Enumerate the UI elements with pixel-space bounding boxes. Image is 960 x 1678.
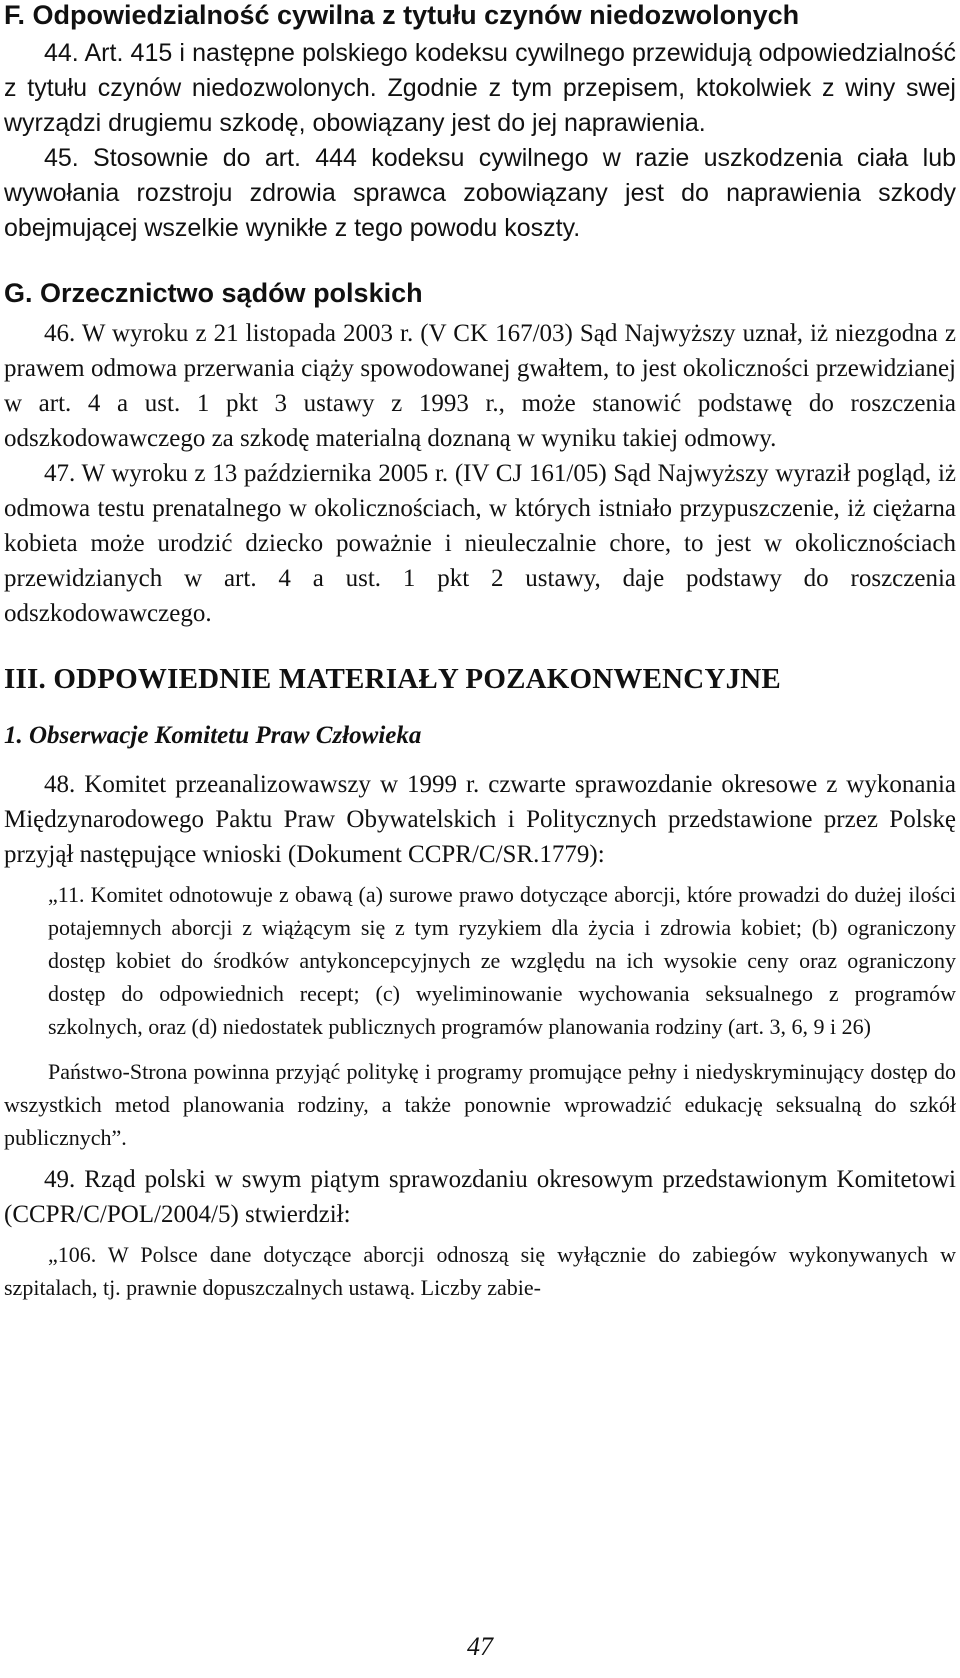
section-heading-f: F. Odpowiedzialność cywilna z tytułu czynów niedozwolonych — [4, 0, 800, 30]
paragraph-45: 45. Stosownie do art. 444 kodeksu cywilnego w razie uszkodzenia ciała lub wywołania rozstroju zdrowia sprawca zobowiązany jest do naprawienia szkody obejmującej wszelkie wynikłe z tego powodu koszty. — [4, 144, 956, 242]
page-number: 47 — [467, 1632, 493, 1661]
paragraph-44: 44. Art. 415 i następne polskiego kodeksu cywilnego przewidują odpowiedzialność z tytułu czynów niedozwolonych. Zgodnie z tym przepisem, ktokolwiek z winy swej wyrządzi drugiemu szkodę, obowiązany jest do jej naprawienia. — [4, 39, 956, 137]
paragraph-46: 46. W wyroku z 21 listopada 2003 r. (V CK 167/03) Sąd Najwyższy uznał, iż niezgodna z prawem odmowa przerwania ciąży spowodowanej gwałtem, to jest okoliczności przewidzianej w art. 4 a ust. 1 pkt 3 ustawy z 1993 r., może stanowić podstawę do roszczenia odszkodowawczego za szkodę materialną doznaną w wyniku takiej odmowy. — [4, 320, 956, 452]
section-heading-g: G. Orzecznictwo sądów polskich — [4, 278, 423, 308]
quote-paragraph-11: „11. Komitet odnotowuje z obawą (a) surowe prawo dotyczące aborcji, które prowadzi do dużej ilości potajemnych aborcji z wiążącym się z tym ryzykiem dla życia i zdrowia kobiet; (b) ograniczony dostęp kobiet do środków antykoncepcyjnych ze względu na ich wysokie ceny oraz ograniczony dostęp do odpowiednich recept; (c) wyeliminowanie wychowania seksualnego z programów szkolnych, oraz (d) niedostatek publicznych programów planowania rodziny (art. 3, 6, 9 i 26) — [48, 882, 956, 1039]
subsection-heading-1: 1. Obserwacje Komitetu Praw Człowieka — [4, 722, 422, 749]
section-heading-iii: III. ODPOWIEDNIE MATERIAŁY POZAKONWENCYJNE — [4, 663, 781, 695]
quote-paragraph-state-party: Państwo-Strona powinna przyjąć politykę i programy promujące pełny i niedyskryminujący dostęp do wszystkich metod planowania rodziny, a także ponownie wprowadzić edukację seksualną do szkół publicznych”. — [4, 1059, 956, 1150]
paragraph-48: 48. Komitet przeanalizowawszy w 1999 r. czwarte sprawozdanie okresowe z wykonania Międzynarodowego Paktu Praw Obywatelskich i Politycznych przedstawione przez Polskę przyjął następujące wnioski (Dokument CCPR/C/SR.1779): — [4, 771, 956, 868]
quote-paragraph-106: „106. W Polsce dane dotyczące aborcji odnoszą się wyłącznie do zabiegów wykonywanych w szpitalach, tj. prawnie dopuszczalnych ustawą. Liczby zabie- — [4, 1242, 956, 1300]
paragraph-49: 49. Rząd polski w swym piątym sprawozdaniu okresowym przedstawionym Komitetowi (CCPR/C/POL/2004/5) stwierdził: — [4, 1166, 956, 1228]
document-page — [4, 0, 956, 1304]
paragraph-47: 47. W wyroku z 13 października 2005 r. (IV CJ 161/05) Sąd Najwyższy wyraził pogląd, iż odmowa testu prenatalnego w okolicznościach, w których istniało przypuszczenie, iż ciężarna kobieta może urodzić dziecko poważnie i nieuleczalnie chore, to jest w okolicznościach przewidzianych w art. 4 a ust. 1 pkt 2 ustawy, daje podstawy do roszczenia odszkodowawczego. — [4, 460, 956, 627]
